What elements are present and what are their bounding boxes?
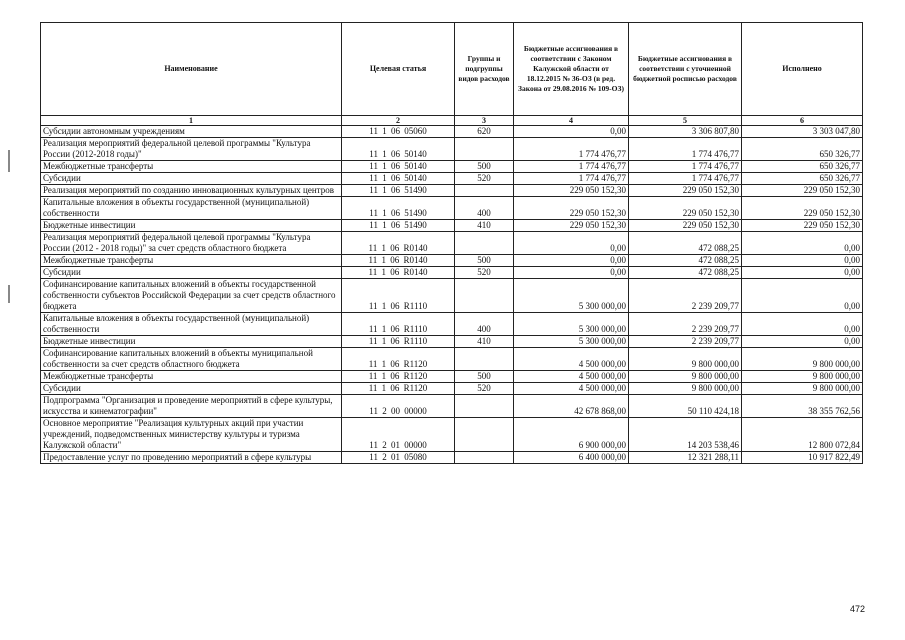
row-refined-amount-cell: 229 050 152,30 <box>629 185 742 197</box>
row-executed-amount-cell: 229 050 152,30 <box>742 197 863 220</box>
row-refined-amount-cell: 2 239 209,77 <box>629 313 742 336</box>
row-law-amount-cell: 5 300 000,00 <box>514 336 629 348</box>
row-law-amount-cell: 6 400 000,00 <box>514 452 629 464</box>
row-executed-amount-cell: 650 326,77 <box>742 161 863 173</box>
row-target-article-cell: 11 1 06 51490 <box>342 197 455 220</box>
row-name-cell: Реализация мероприятий федеральной целевой программы "Культура России (2012-2018 годы)" <box>41 138 342 161</box>
table-row <box>41 371 863 383</box>
row-executed-amount-cell: 0,00 <box>742 255 863 267</box>
row-name-cell: Реализация мероприятий по созданию инновационных культурных центров <box>41 185 342 197</box>
table-row <box>41 267 863 279</box>
row-law-amount-cell: 0,00 <box>514 232 629 255</box>
row-law-amount-cell: 229 050 152,30 <box>514 197 629 220</box>
row-refined-amount-cell: 1 774 476,77 <box>629 173 742 185</box>
row-name-cell: Межбюджетные трансферты <box>41 255 342 267</box>
table-row <box>41 185 863 197</box>
row-refined-amount-cell: 229 050 152,30 <box>629 197 742 220</box>
budget-table <box>40 22 863 464</box>
table-row <box>41 232 863 255</box>
row-executed-amount-cell: 12 800 072,84 <box>742 418 863 452</box>
column-number: 2 <box>342 116 455 126</box>
row-executed-amount-cell: 3 303 047,80 <box>742 126 863 138</box>
row-law-amount-cell: 4 500 000,00 <box>514 371 629 383</box>
row-target-article-cell: 11 1 06 51490 <box>342 185 455 197</box>
row-expense-group-cell: 520 <box>455 267 514 279</box>
row-target-article-cell: 11 1 06 R1120 <box>342 371 455 383</box>
row-expense-group-cell: 410 <box>455 220 514 232</box>
row-name-cell: Субсидии автономным учреждениям <box>41 126 342 138</box>
row-law-amount-cell: 1 774 476,77 <box>514 138 629 161</box>
row-target-article-cell: 11 1 06 50140 <box>342 138 455 161</box>
row-name-cell: Реализация мероприятий федеральной целевой программы "Культура России (2012 - 2018 годы)" за счет средств областного бюджета <box>41 232 342 255</box>
header-executed: Исполнено <box>742 23 863 116</box>
row-name-cell: Капитальные вложения в объекты государственной (муниципальной) собственности <box>41 313 342 336</box>
row-name-cell: Субсидии <box>41 383 342 395</box>
table-row <box>41 279 863 313</box>
row-refined-amount-cell: 9 800 000,00 <box>629 371 742 383</box>
row-name-cell: Межбюджетные трансферты <box>41 371 342 383</box>
row-law-amount-cell: 0,00 <box>514 126 629 138</box>
row-target-article-cell: 11 1 06 R0140 <box>342 267 455 279</box>
row-expense-group-cell: 500 <box>455 161 514 173</box>
row-law-amount-cell: 6 900 000,00 <box>514 418 629 452</box>
binder-mark <box>8 285 10 303</box>
row-name-cell: Бюджетные инвестиции <box>41 220 342 232</box>
row-refined-amount-cell: 472 088,25 <box>629 232 742 255</box>
row-expense-group-cell <box>455 452 514 464</box>
row-law-amount-cell: 5 300 000,00 <box>514 313 629 336</box>
table-body <box>41 126 863 464</box>
row-target-article-cell: 11 1 06 50140 <box>342 173 455 185</box>
row-expense-group-cell <box>455 348 514 371</box>
row-target-article-cell: 11 1 06 R1120 <box>342 348 455 371</box>
table-row <box>41 383 863 395</box>
row-refined-amount-cell: 3 306 807,80 <box>629 126 742 138</box>
table-row <box>41 255 863 267</box>
row-executed-amount-cell: 9 800 000,00 <box>742 371 863 383</box>
row-refined-amount-cell: 12 321 288,11 <box>629 452 742 464</box>
row-law-amount-cell: 0,00 <box>514 255 629 267</box>
column-number: 5 <box>629 116 742 126</box>
table-row <box>41 138 863 161</box>
table-row <box>41 161 863 173</box>
table-row <box>41 173 863 185</box>
row-name-cell: Софинансирование капитальных вложений в объекты государственной собственности субъектов Российской Федерации за счет средств областного бюджета <box>41 279 342 313</box>
row-executed-amount-cell: 650 326,77 <box>742 138 863 161</box>
column-number: 6 <box>742 116 863 126</box>
row-executed-amount-cell: 0,00 <box>742 267 863 279</box>
row-executed-amount-cell: 0,00 <box>742 232 863 255</box>
column-number: 1 <box>41 116 342 126</box>
row-law-amount-cell: 229 050 152,30 <box>514 185 629 197</box>
row-target-article-cell: 11 1 06 R0140 <box>342 232 455 255</box>
row-law-amount-cell: 0,00 <box>514 267 629 279</box>
row-target-article-cell: 11 2 01 05080 <box>342 452 455 464</box>
row-executed-amount-cell: 0,00 <box>742 313 863 336</box>
header-target-article: Целевая статья <box>342 23 455 116</box>
row-expense-group-cell <box>455 395 514 418</box>
row-expense-group-cell <box>455 279 514 313</box>
table-row <box>41 336 863 348</box>
row-refined-amount-cell: 2 239 209,77 <box>629 336 742 348</box>
row-executed-amount-cell: 229 050 152,30 <box>742 220 863 232</box>
row-executed-amount-cell: 0,00 <box>742 336 863 348</box>
row-target-article-cell: 11 1 06 R1110 <box>342 336 455 348</box>
row-refined-amount-cell: 1 774 476,77 <box>629 138 742 161</box>
row-executed-amount-cell: 9 800 000,00 <box>742 348 863 371</box>
row-name-cell: Подпрограмма "Организация и проведение мероприятий в сфере культуры, искусства и кинематографии" <box>41 395 342 418</box>
table-row <box>41 313 863 336</box>
row-expense-group-cell: 620 <box>455 126 514 138</box>
row-law-amount-cell: 5 300 000,00 <box>514 279 629 313</box>
row-expense-group-cell: 500 <box>455 255 514 267</box>
row-law-amount-cell: 4 500 000,00 <box>514 383 629 395</box>
row-executed-amount-cell: 9 800 000,00 <box>742 383 863 395</box>
row-law-amount-cell: 42 678 868,00 <box>514 395 629 418</box>
row-law-amount-cell: 1 774 476,77 <box>514 161 629 173</box>
row-name-cell: Субсидии <box>41 173 342 185</box>
row-target-article-cell: 11 1 06 R1120 <box>342 383 455 395</box>
header-name: Наименование <box>41 23 342 116</box>
row-expense-group-cell: 520 <box>455 173 514 185</box>
row-executed-amount-cell: 38 355 762,56 <box>742 395 863 418</box>
row-law-amount-cell: 229 050 152,30 <box>514 220 629 232</box>
row-target-article-cell: 11 1 06 51490 <box>342 220 455 232</box>
row-expense-group-cell: 400 <box>455 197 514 220</box>
row-target-article-cell: 11 1 06 50140 <box>342 161 455 173</box>
row-name-cell: Основное мероприятие "Реализация культурных акций при участии учреждений, подведомственных министерству культуры и туризма Калужской области" <box>41 418 342 452</box>
table-row <box>41 452 863 464</box>
row-law-amount-cell: 1 774 476,77 <box>514 173 629 185</box>
row-target-article-cell: 11 1 06 R1110 <box>342 279 455 313</box>
page-number: 472 <box>849 604 865 614</box>
header-law-appropriations: Бюджетные ассигнования в соответствии с Законом Калужской области от 18.12.2015 № 36-ОЗ (в ред. Закона от 29.08.2016 № 109-ОЗ) <box>514 23 629 116</box>
row-name-cell: Капитальные вложения в объекты государственной (муниципальной) собственности <box>41 197 342 220</box>
row-law-amount-cell: 4 500 000,00 <box>514 348 629 371</box>
row-refined-amount-cell: 472 088,25 <box>629 255 742 267</box>
row-expense-group-cell <box>455 138 514 161</box>
table-row <box>41 220 863 232</box>
row-refined-amount-cell: 1 774 476,77 <box>629 161 742 173</box>
row-expense-group-cell: 500 <box>455 371 514 383</box>
row-name-cell: Субсидии <box>41 267 342 279</box>
row-expense-group-cell: 520 <box>455 383 514 395</box>
row-target-article-cell: 11 2 01 00000 <box>342 418 455 452</box>
row-refined-amount-cell: 9 800 000,00 <box>629 383 742 395</box>
binder-mark <box>8 150 10 172</box>
row-name-cell: Межбюджетные трансферты <box>41 161 342 173</box>
column-number: 3 <box>455 116 514 126</box>
row-refined-amount-cell: 229 050 152,30 <box>629 220 742 232</box>
row-executed-amount-cell: 0,00 <box>742 279 863 313</box>
table-header-row <box>41 23 863 116</box>
row-refined-amount-cell: 472 088,25 <box>629 267 742 279</box>
row-expense-group-cell: 410 <box>455 336 514 348</box>
row-expense-group-cell <box>455 232 514 255</box>
row-refined-amount-cell: 9 800 000,00 <box>629 348 742 371</box>
table-row <box>41 395 863 418</box>
row-target-article-cell: 11 1 06 05060 <box>342 126 455 138</box>
table-row <box>41 348 863 371</box>
column-number: 4 <box>514 116 629 126</box>
row-name-cell: Предоставление услуг по проведению мероприятий в сфере культуры <box>41 452 342 464</box>
row-target-article-cell: 11 1 06 R0140 <box>342 255 455 267</box>
row-expense-group-cell <box>455 418 514 452</box>
row-refined-amount-cell: 2 239 209,77 <box>629 279 742 313</box>
row-target-article-cell: 11 2 00 00000 <box>342 395 455 418</box>
header-expense-groups: Группы и подгруппы видов расходов <box>455 23 514 116</box>
row-expense-group-cell: 400 <box>455 313 514 336</box>
row-expense-group-cell <box>455 185 514 197</box>
row-target-article-cell: 11 1 06 R1110 <box>342 313 455 336</box>
header-refined-appropriations: Бюджетные ассигнования в соответствии с уточненной бюджетной росписью расходов <box>629 23 742 116</box>
row-executed-amount-cell: 10 917 822,49 <box>742 452 863 464</box>
row-executed-amount-cell: 650 326,77 <box>742 173 863 185</box>
table-row <box>41 197 863 220</box>
row-name-cell: Софинансирование капитальных вложений в объекты муниципальной собственности за счет средств областного бюджета <box>41 348 342 371</box>
row-refined-amount-cell: 14 203 538,46 <box>629 418 742 452</box>
row-name-cell: Бюджетные инвестиции <box>41 336 342 348</box>
table-row <box>41 126 863 138</box>
column-number-row <box>41 116 863 126</box>
row-executed-amount-cell: 229 050 152,30 <box>742 185 863 197</box>
table-row <box>41 418 863 452</box>
row-refined-amount-cell: 50 110 424,18 <box>629 395 742 418</box>
